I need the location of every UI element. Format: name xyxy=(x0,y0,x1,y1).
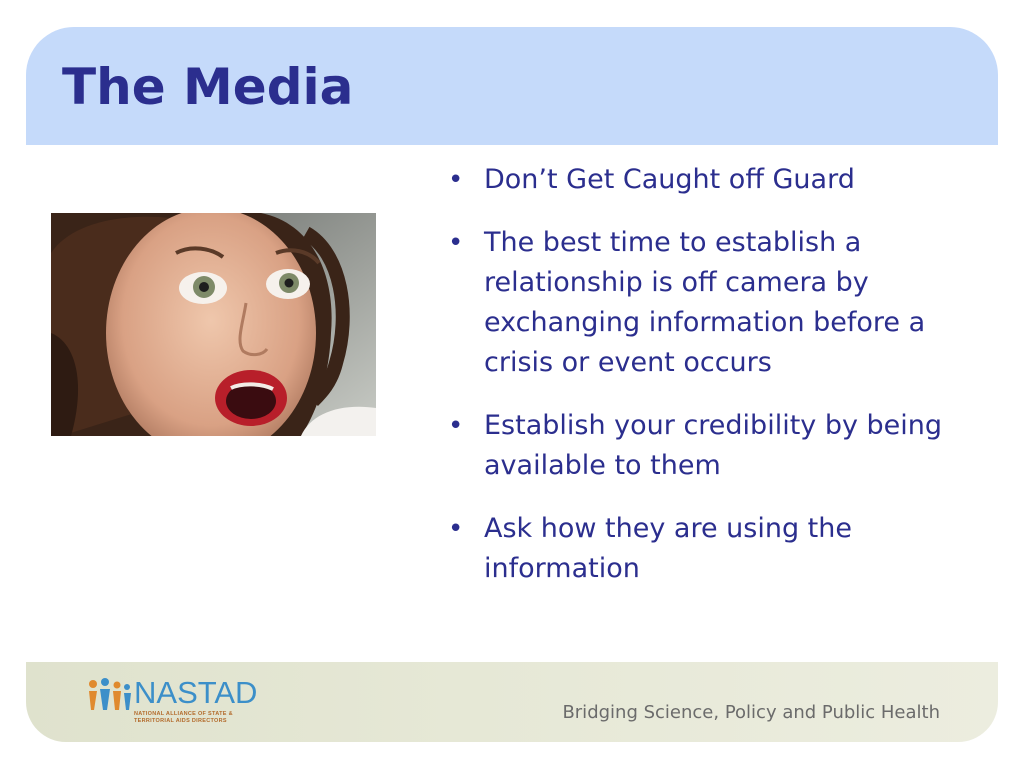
bullet-text: Ask how they are using the information xyxy=(484,513,852,584)
bullet-dot: • xyxy=(448,228,464,258)
bullet-item xyxy=(448,223,948,383)
bullet-item xyxy=(448,406,948,486)
bullet-text: Establish your credibility by being available to them xyxy=(484,410,943,481)
logo-wordmark: NASTAD xyxy=(134,675,258,710)
people-icon xyxy=(86,678,132,716)
bullet-text: The best time to establish a relationship is off camera by exchanging information before a crisis or event occurs xyxy=(484,227,926,378)
title-bar xyxy=(26,27,998,145)
footer-tagline: Bridging Science, Policy and Public Health xyxy=(562,702,940,723)
slide-title: The Media xyxy=(62,58,354,116)
bullet-dot: • xyxy=(448,514,464,544)
logo-subtitle: NATIONAL ALLIANCE OF STATE & TERRITORIAL AIDS DIRECTORS xyxy=(134,711,233,724)
bullet-dot: • xyxy=(448,411,464,441)
nastad-logo[interactable] xyxy=(86,674,276,734)
bullet-list xyxy=(448,160,948,612)
bullet-item xyxy=(448,509,948,589)
footer-band xyxy=(26,662,998,742)
bullet-text: Don’t Get Caught off Guard xyxy=(484,164,855,195)
bullet-item xyxy=(448,160,948,200)
bullet-dot: • xyxy=(448,165,464,195)
surprised-woman-photo xyxy=(51,213,376,436)
